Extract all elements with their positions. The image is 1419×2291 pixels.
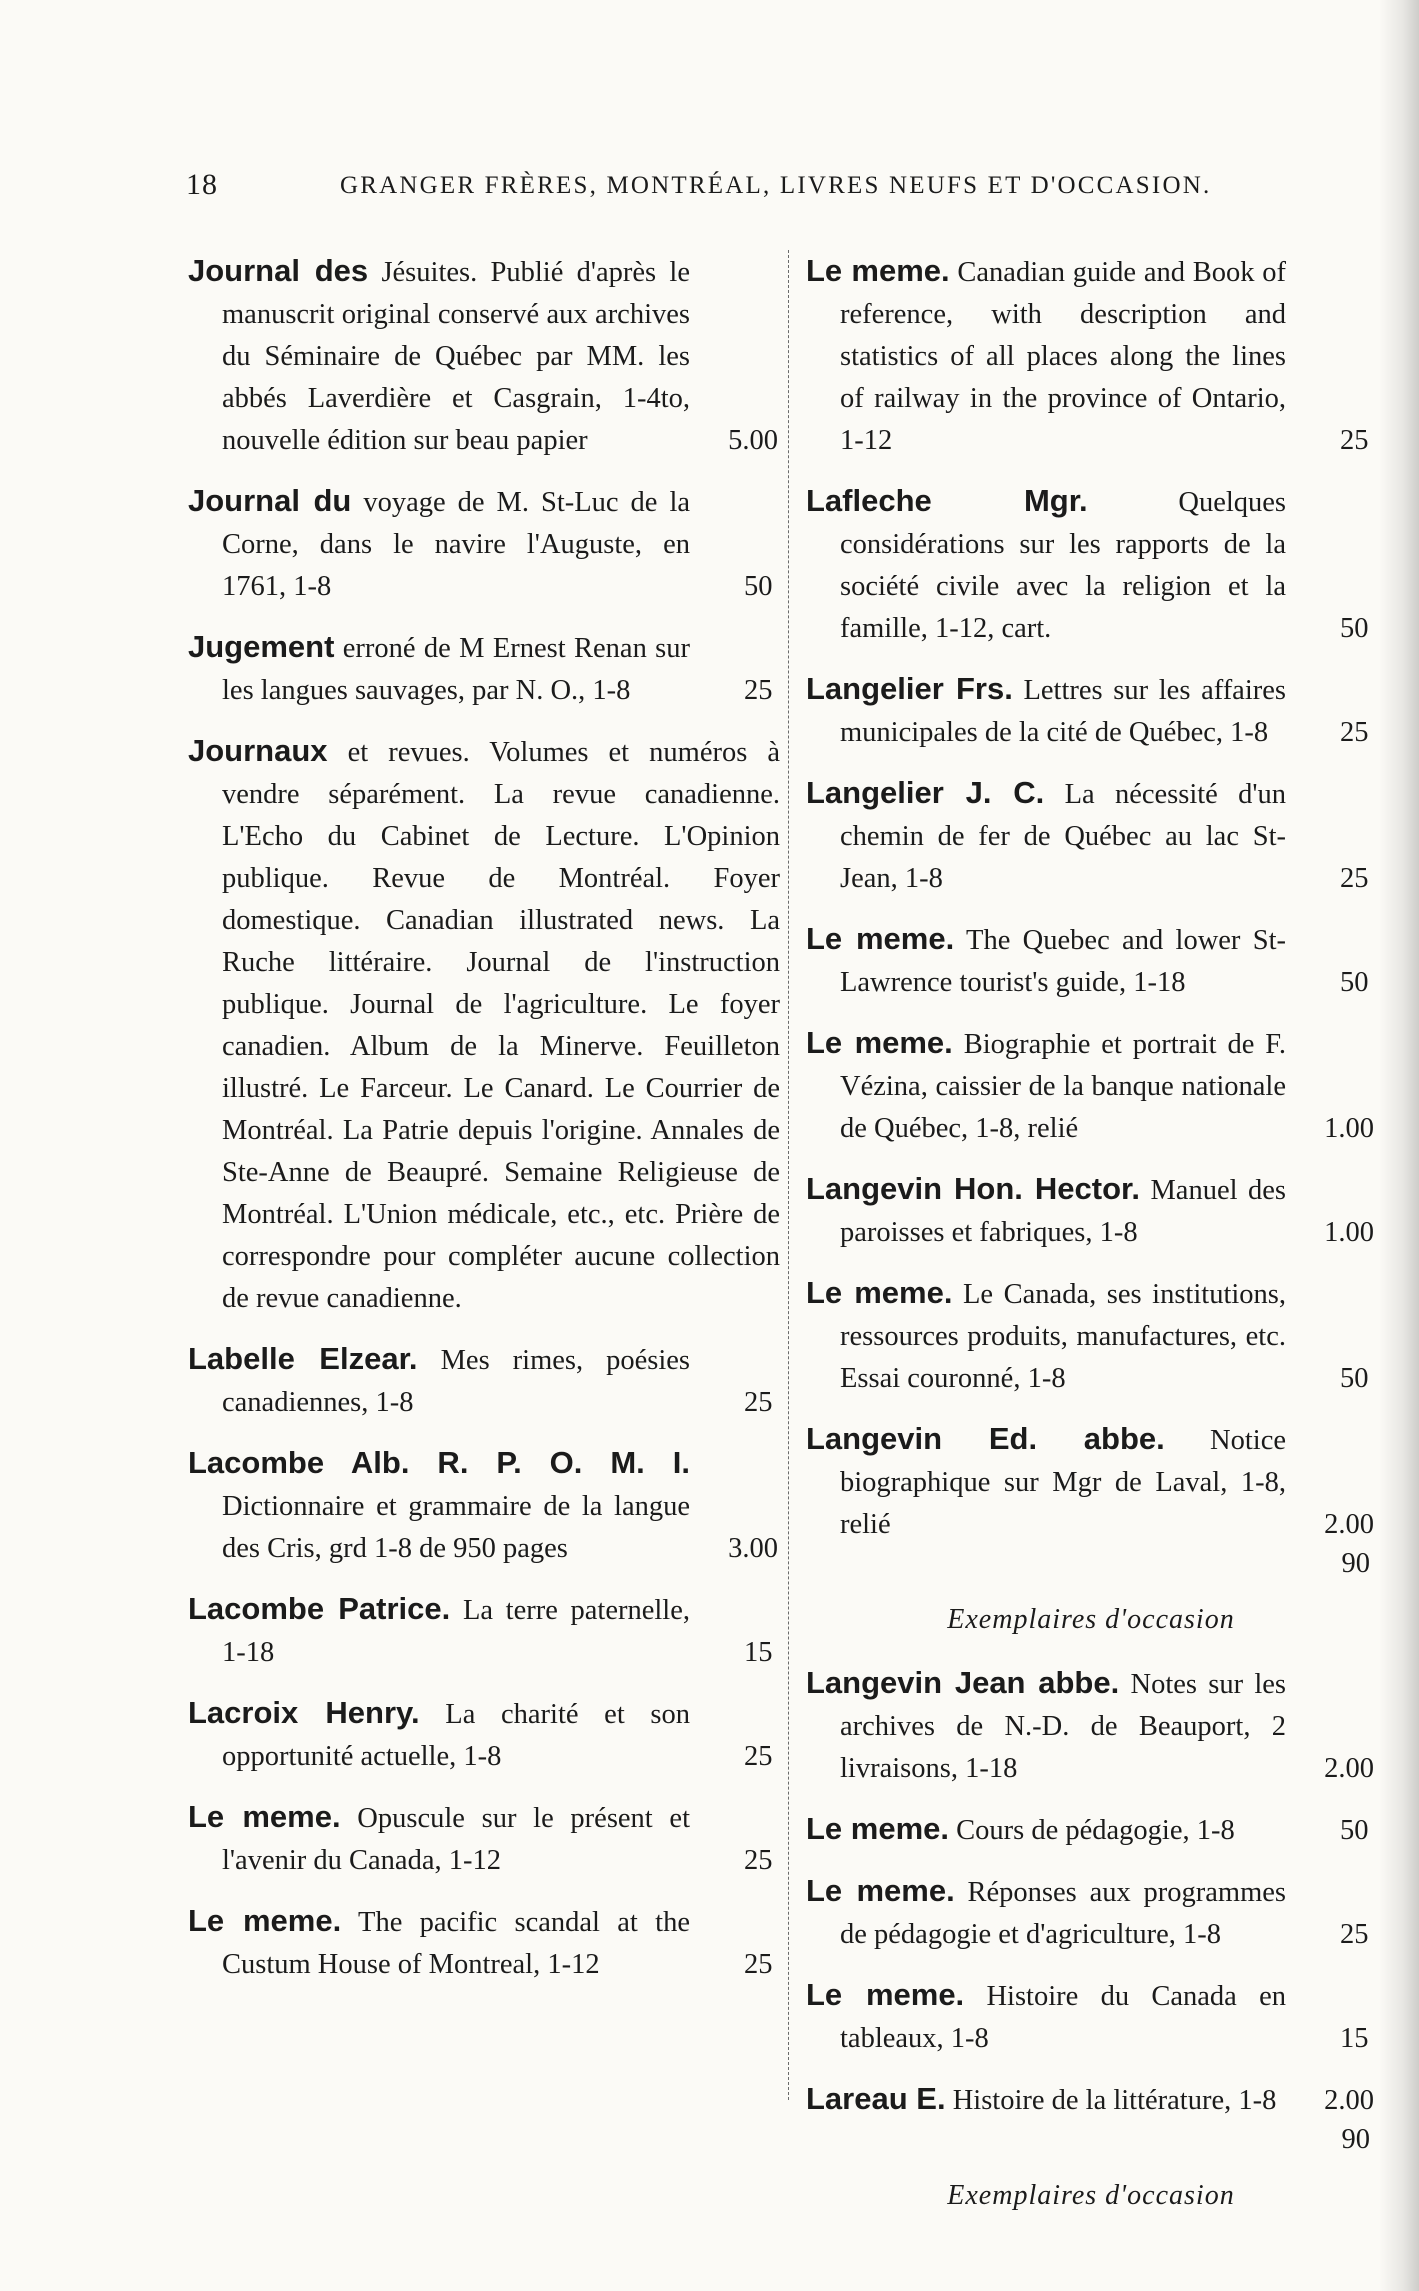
entry-price: 1.00 bbox=[1324, 1217, 1374, 1248]
entry-heading: Langelier Frs. bbox=[806, 671, 1013, 706]
catalog-entry: Le meme. Le Canada, ses institutions, ressources produits, manufactures, etc. Essai couronné, 1-8 50 bbox=[806, 1275, 1369, 1394]
entry-price: 1.00 bbox=[1324, 1113, 1374, 1144]
catalog-entry: Langelier Frs. Lettres sur les affaires municipales de la cité de Québec, 1-8 25 bbox=[806, 671, 1369, 748]
entry-description: The Quebec and lower St-Lawrence tourist's guide, 1-18 bbox=[840, 925, 1286, 998]
entry-heading: Journaux bbox=[188, 733, 328, 768]
entry-price: 2.00 bbox=[1324, 1509, 1374, 1540]
catalog-entry: Lacombe Patrice. La terre paternelle, 1-18 15 bbox=[188, 1591, 773, 1668]
catalog-entry bbox=[188, 730, 780, 1320]
entry-heading: Le meme. bbox=[806, 1977, 965, 2012]
catalog-entry: Le meme. The pacific scandal at the Custum House of Montreal, 1-12 25 bbox=[188, 1903, 773, 1980]
catalog-entry: Le meme. The Quebec and lower St-Lawrence tourist's guide, 1-18 50 bbox=[806, 921, 1369, 998]
column-divider bbox=[788, 250, 789, 2100]
entry-description: The pacific scandal at the Custum House of Montreal, 1-12 bbox=[222, 1907, 690, 1980]
catalog-entry: Le meme. Canadian guide and Book of reference, with description and statistics of all places along the lines of railway in the province of Ontario, 1-12 25 bbox=[806, 253, 1369, 456]
catalog-entry bbox=[806, 1418, 1376, 1582]
entry-description: Quelques considérations sur les rapports de la société civile avec la religion et la famille, 1-12, cart. bbox=[840, 487, 1286, 644]
catalog-entry: Langelier J. C. La nécessité d'un chemin de fer de Québec au lac St-Jean, 1-8 25 bbox=[806, 775, 1369, 894]
entry-heading: Le meme. bbox=[806, 253, 950, 288]
catalog-entry bbox=[806, 2078, 1376, 2158]
entry-description: Manuel des paroisses et fabriques, 1-8 bbox=[840, 1175, 1286, 1248]
entry-price: 2.00 bbox=[1324, 2085, 1374, 2116]
entry-description: La charité et son opportunité actuelle, 1-8 bbox=[222, 1699, 691, 1772]
entry-heading: Le meme. bbox=[806, 1025, 953, 1060]
entry-price: 3.00 bbox=[728, 1533, 778, 1564]
catalog-entry bbox=[188, 250, 780, 462]
entry-price: 5.00 bbox=[728, 425, 778, 456]
entry-description: La nécessité d'un chemin de fer de Québec au lac St-Jean, 1-8 bbox=[840, 779, 1287, 894]
catalog-entry: Journal du voyage de M. St-Luc de la Corne, dans le navire l'Auguste, en 1761, 1-8 50 bbox=[188, 483, 773, 602]
entry-description: Histoire de la littérature, 1-8 bbox=[952, 2085, 1277, 2116]
catalog-entry bbox=[188, 1442, 780, 1570]
entry-description: Canadian guide and Book of reference, with description and statistics of all places along the lines of railway in the province of Ontario, 1-12 bbox=[840, 257, 1286, 456]
entry-description: et revues. Volumes et numéros à vendre séparément. La revue canadienne. L'Echo du Cabinet de Lecture. L'Opinion publique. Revue de Montréal. Foyer domestique. Canadian illustrated news. La Ruche littéraire. Journal de l'instruction publique. Journal de l'agriculture. Le foyer canadien. Album de la Minerve. Feuilleton illustré. Le Farceur. Le Canard. Le Courrier de Montréal. La Patrie depuis l'origine. Annales de Ste-Anne de Beaupré. Semaine Religieuse de Montréal. L'Union médicale, etc., etc. Prière de correspondre pour compléter aucune collection de revue canadienne. bbox=[222, 737, 781, 1314]
catalog-entry: Le meme. Réponses aux programmes de pédagogie et d'agriculture, 1-8 25 bbox=[806, 1873, 1369, 1950]
entry-heading: Lacroix Henry. bbox=[188, 1695, 420, 1730]
catalog-entry: Le meme. Histoire du Canada en tableaux, 1-8 15 bbox=[806, 1977, 1369, 2054]
section-note: Exemplaires d'occasion bbox=[947, 1604, 1235, 1635]
entry-heading: Langevin Jean abbe. bbox=[806, 1665, 1120, 1700]
entry-heading: Langevin Hon. Hector. bbox=[806, 1171, 1140, 1206]
entry-heading: Journal du bbox=[188, 483, 352, 518]
entry-description: Mes rimes, poésies canadiennes, 1-8 bbox=[222, 1345, 691, 1418]
running-head: GRANGER FRÈRES, MONTRÉAL, LIVRES NEUFS ET D'OCCASION. bbox=[340, 172, 1212, 199]
entry-price: 2.00 bbox=[1324, 1753, 1374, 1784]
entry-heading: Langelier J. C. bbox=[806, 775, 1045, 810]
entry-heading: Lafleche Mgr. bbox=[806, 483, 1088, 518]
entry-heading: Le meme. bbox=[188, 1799, 341, 1834]
entry-description: Lettres sur les affaires municipales de la cité de Québec, 1-8 bbox=[840, 675, 1286, 748]
left-column bbox=[188, 250, 780, 2004]
catalog-entry: Le meme. Cours de pédagogie, 1-8 50 bbox=[806, 1811, 1369, 1846]
entry-description: Jésuites. Publié d'après le manuscrit original conservé aux archives du Séminaire de Québec par MM. les abbés Laverdière et Casgrain, 1-4to, nouvelle édition sur beau papier bbox=[222, 257, 690, 456]
entry-description: Réponses aux programmes de pédagogie et d'agriculture, 1-8 bbox=[840, 1877, 1286, 1950]
entry-description: voyage de M. St-Luc de la Corne, dans le navire l'Auguste, en 1761, 1-8 bbox=[222, 487, 691, 602]
catalog-entry bbox=[806, 1662, 1376, 1790]
catalog-entry: Lafleche Mgr. Quelques considérations sur les rapports de la société civile avec la religion et la famille, 1-12, cart. 50 bbox=[806, 483, 1369, 644]
entry-description: Le Canada, ses institutions, ressources produits, manufactures, etc. Essai couronné, 1-8 bbox=[840, 1279, 1286, 1394]
page-header bbox=[0, 168, 1419, 208]
entry-heading: Le meme. bbox=[806, 921, 955, 956]
entry-heading: Lareau E. bbox=[806, 2081, 946, 2116]
entry-heading: Jugement bbox=[188, 629, 335, 664]
catalog-entry bbox=[806, 1022, 1376, 1150]
entry-heading: Lacombe Patrice. bbox=[188, 1591, 451, 1626]
catalog-entry: Le meme. Opuscule sur le présent et l'avenir du Canada, 1-12 25 bbox=[188, 1799, 773, 1876]
entry-price-used: 90 bbox=[1341, 2124, 1370, 2155]
right-column bbox=[806, 250, 1376, 2238]
entry-heading: Le meme. bbox=[806, 1811, 950, 1846]
entry-heading: Le meme. bbox=[806, 1873, 955, 1908]
entry-description: Biographie et portrait de F. Vézina, caissier de la banque nationale de Québec, 1-8, relié bbox=[840, 1029, 1286, 1144]
entry-description: Notes sur les archives de N.-D. de Beauport, 2 livraisons, 1-18 bbox=[840, 1669, 1286, 1784]
entry-heading: Le meme. bbox=[806, 1275, 953, 1310]
catalog-entry: Jugement erroné de M Ernest Renan sur les langues sauvages, par N. O., 1-8 25 bbox=[188, 629, 773, 706]
section-note: Exemplaires d'occasion bbox=[947, 2180, 1235, 2211]
catalog-entry: Labelle Elzear. Mes rimes, poésies canadiennes, 1-8 25 bbox=[188, 1341, 773, 1418]
entry-price-used: 90 bbox=[1341, 1548, 1370, 1579]
entry-heading: Lacombe Alb. R. P. O. M. I. bbox=[188, 1445, 690, 1480]
entry-description: Cours de pédagogie, 1-8 bbox=[956, 1815, 1235, 1846]
entry-description: Opuscule sur le présent et l'avenir du Canada, 1-12 bbox=[222, 1803, 690, 1876]
entry-heading: Labelle Elzear. bbox=[188, 1341, 418, 1376]
entry-description: erroné de M Ernest Renan sur les langues sauvages, par N. O., 1-8 bbox=[222, 633, 690, 706]
entry-description: Dictionnaire et grammaire de la langue des Cris, grd 1-8 de 950 pages bbox=[222, 1491, 690, 1564]
entry-heading: Le meme. bbox=[188, 1903, 342, 1938]
entry-description: La terre paternelle, 1-18 bbox=[222, 1595, 690, 1668]
entry-heading: Langevin Ed. abbe. bbox=[806, 1421, 1165, 1456]
entry-heading: Journal des bbox=[188, 253, 369, 288]
entry-description: Notice biographique sur Mgr de Laval, 1-8, relié bbox=[840, 1425, 1287, 1540]
entry-description: Histoire du Canada en tableaux, 1-8 bbox=[840, 1981, 1286, 2054]
catalog-entry bbox=[806, 1168, 1376, 1254]
page-edge-shadow bbox=[1379, 0, 1419, 2291]
catalog-entry: Lacroix Henry. La charité et son opportunité actuelle, 1-8 25 bbox=[188, 1695, 773, 1772]
page-number: 18 bbox=[186, 168, 218, 201]
